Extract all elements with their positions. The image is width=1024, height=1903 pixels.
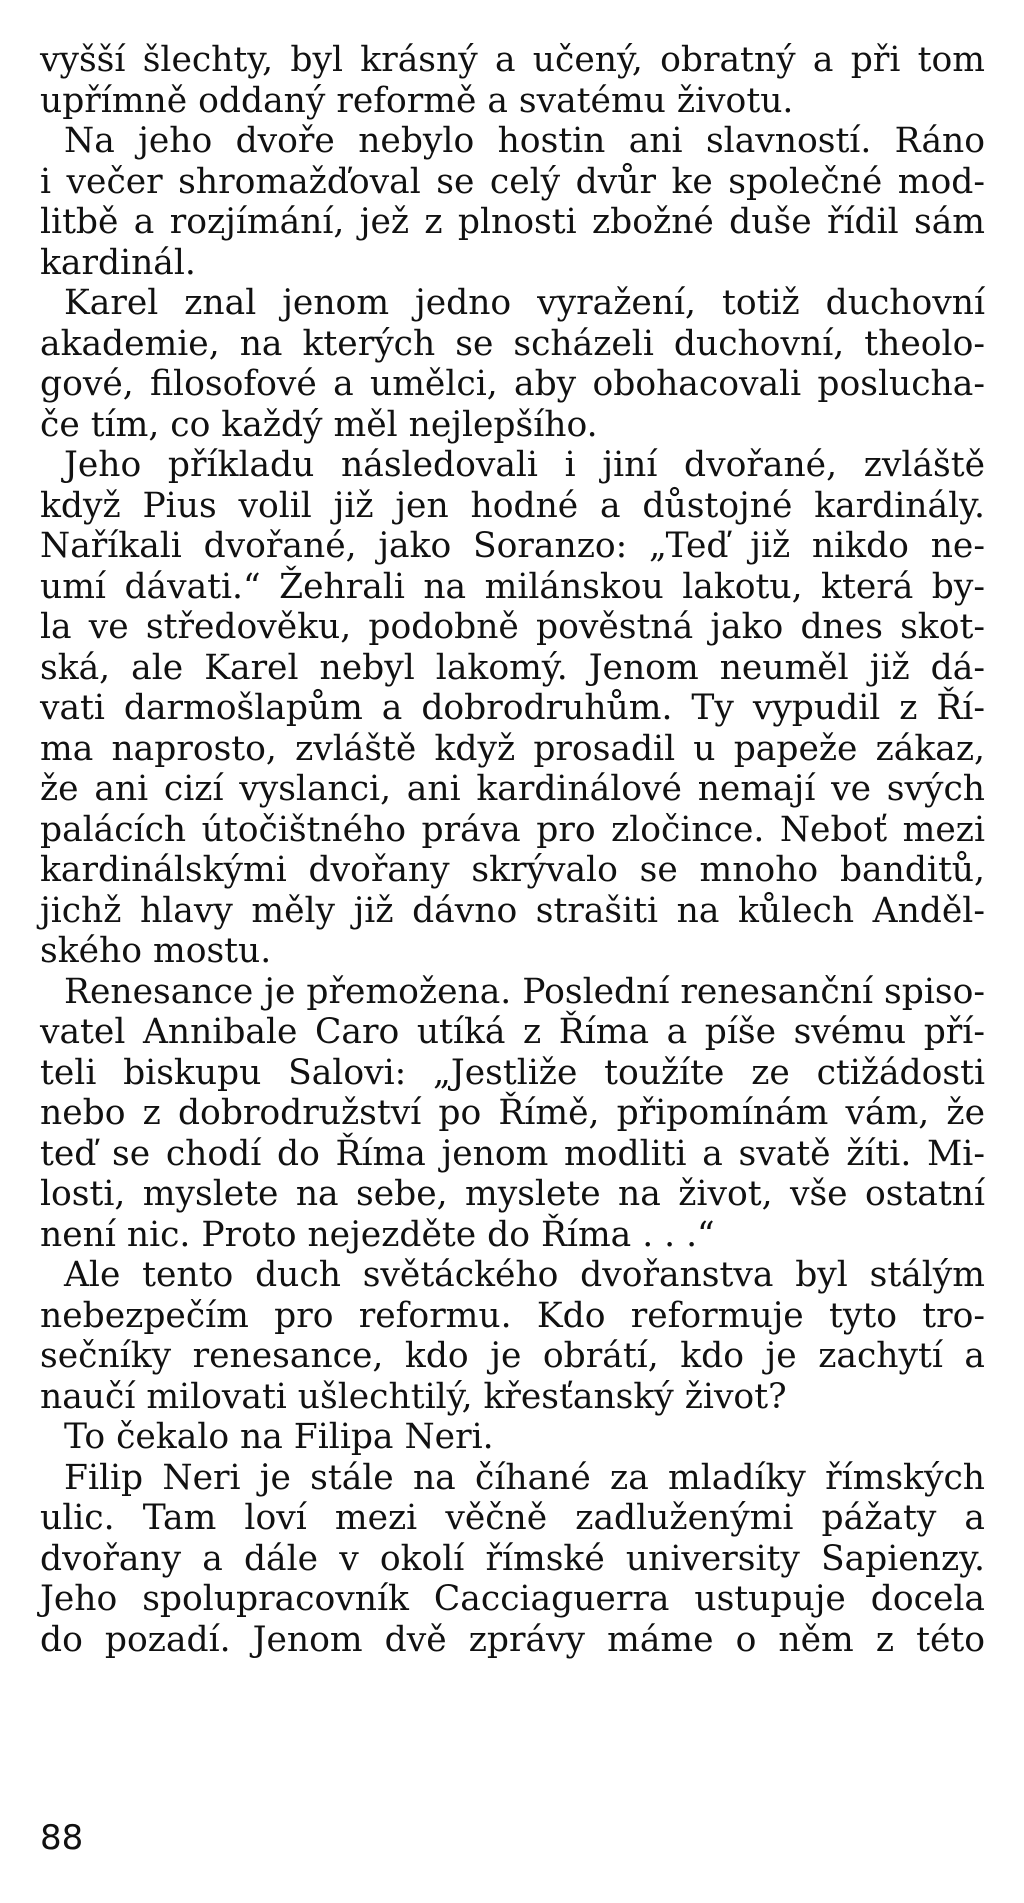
text-line: sečníky renesance, kdo je obrátí, kdo je zachytí a [40,1336,985,1376]
text-line: do pozadí. Jenom dvě zprávy máme o něm z této [40,1619,985,1660]
text-line: ského mostu. [40,931,272,971]
text-line: Renesance je přemožena. Poslední renesanční spiso- [64,971,985,1012]
text-line: palácích útočištného práva pro zločince. Neboť mezi [40,809,985,850]
text-line: gové, filosofové a umělci, aby obohacovali posluchа- [40,364,985,404]
text-line: teli biskupu Salovi: „Jestliže toužíte ze ctižádosti [40,1052,985,1093]
text-line: naučí milovati ušlechtilý, křesťanský život? [40,1376,787,1417]
page-number: 88 [40,1818,84,1858]
text-line: upřímně oddaný reformě a svatému životu. [40,80,794,121]
text-line: že ani cizí vyslanci, ani kardinálové nemají ve svých [40,769,985,809]
text-line: ma naprosto, zvláště když prosadil u papeže zákaz, [40,728,985,769]
text-line: dvořany a dále v okolí římské university Sapienzy. [40,1538,985,1579]
text-line: losti, myslete na sebe, myslete na život, vše ostatní [40,1174,985,1214]
text-line: la ve středověku, podobně pověstná jako dnes skot- [40,607,985,647]
text-line: Naříkali dvořané, jako Soranzo: „Teď již nikdo ne- [40,526,985,566]
text-line: Ale tento duch světáckého dvořanstva byl stálým [64,1255,985,1295]
text-line: Jeho příkladu následovali i jiní dvořané, zvláště [64,445,985,485]
text-line: To čekalo na Filipa Neri. [64,1417,494,1457]
text-line: kardinálskými dvořany skrývalo se mnoho banditů, [40,850,985,890]
text-line: ulic. Tam loví mezi věčně zadluženými pážaty a [40,1498,985,1538]
text-line: Filip Neri je stále na číhané za mladíky římských [64,1457,985,1498]
text-line: Karel znal jenom jedno vyražení, totiž duchovní [64,283,985,323]
text-line: Jeho spolupracovník Cacciaguerra ustupuje docela [40,1579,985,1619]
text-line: akademie, na kterých se scházeli duchovní, theolo- [40,323,985,364]
text-line: kardinál. [40,242,196,283]
text-line: nebezpečím pro reformu. Kdo reformuje tyto tro- [40,1295,985,1336]
text-line: vyšší šlechty, byl krásný a učený, obratný a při tom [40,40,985,80]
text-line: litbě a rozjímání, jež z plnosti zbožné duše řídil sám [40,202,985,242]
text-line: če tím, co každý měl nejlepšího. [40,404,598,445]
text-line: Na jeho dvoře nebylo hostin ani slavností. Ráno [64,121,985,161]
text-line: jichž hlavy měly již dávno strašiti na kůlech Anděl- [40,890,985,931]
text-line: umí dávati.“ Žehrali na milánskou lakotu, která by- [40,566,985,607]
text-line: teď se chodí do Říma jenom modliti a svatě žíti. Mi- [40,1133,985,1174]
text-line: nebo z dobrodružství po Římě, připomínám vám, že [40,1093,985,1133]
text-line: není nic. Proto nejezděte do Říma . . .“ [40,1214,715,1255]
text-line: vatel Annibale Caro utíká z Říma a píše svému pří- [40,1012,985,1052]
page-body [40,40,985,1660]
text-line: když Pius volil již jen hodné a důstojné kardinály. [40,485,985,526]
text-line: vati darmošlapům a dobrodruhům. Ty vypudil z Ří- [40,688,985,728]
text-line: ská, ale Karel nebyl lakomý. Jenom neuměl již dá- [40,647,985,688]
text-line: i večer shromažďoval se celý dvůr ke společné mod- [40,161,985,202]
